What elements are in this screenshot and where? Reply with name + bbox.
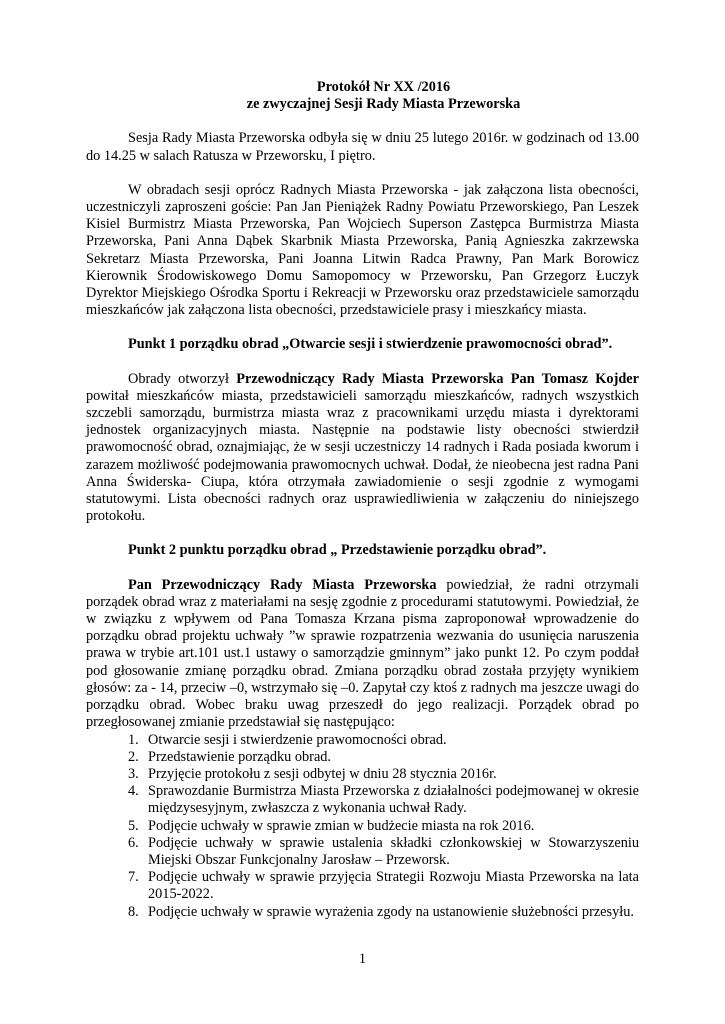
list-item-text: Podjęcie uchwały w sprawie przyjęcia Strategii Rozwoju Miasta Przeworska na lata 2015-2022. xyxy=(148,869,639,903)
document-title: Protokół Nr XX /2016 xyxy=(316,79,451,95)
document-subtitle: ze zwyczajnej Sesji Rady Miasta Przeworska xyxy=(246,96,521,113)
list-item-number: 4. xyxy=(128,783,139,800)
paragraph-session-info: Sesja Rady Miasta Przeworska odbyła się w dniu 25 lutego 2016r. w godzinach od 13.00 do 14.25 w salach Ratusza w Przeworsku, I piętro. xyxy=(86,130,639,164)
document-body xyxy=(86,79,639,921)
list-item-text: Podjęcie uchwały w sprawie wyrażenia zgody na ustanowienie służebności przesyłu. xyxy=(148,903,634,920)
list-item xyxy=(128,818,639,835)
list-item xyxy=(128,904,639,921)
paragraph-attendees: W obradach sesji oprócz Radnych Miasta Przeworska - jak załączona lista obecności, uczestniczyli zaproszeni goście: Pan Jan Pieniążek Radny Powiatu Przeworskiego, Pan Leszek Kisiel Burmistrz Miasta Przeworska, Pan Wojciech Superson Zastępca Burmistrza Miasta Przeworska, Pani Anna Dąbek Skarbnik Miasta Przeworska, Panią Agnieszka zakrzewska Sekretarz Miasta Przeworska, Pani Joanna Litwin Radca Prawny, Pan Mark Borowicz Kierownik Środowiskowego Domu Samopomocy w Przeworsku, Pan Grzegorz Łuczyk Dyrektor Miejskiego Ośrodka Sportu i Rekreacji w Przeworsku oraz przedstawiciele samorządu mieszkańców jak załączona lista obecności, przedstawiciele prasy i mieszkańcy miasta. xyxy=(86,181,639,319)
list-item-text: Przyjęcie protokołu z sesji odbytej w dniu 28 stycznia 2016r. xyxy=(148,765,497,782)
list-item xyxy=(128,732,639,749)
paragraph-opening xyxy=(86,371,639,526)
list-item-number: 3. xyxy=(128,765,139,782)
list-item xyxy=(128,766,639,783)
opening-lead: Obrady otworzył xyxy=(128,370,237,387)
agenda-list xyxy=(86,732,639,921)
list-item-number: 5. xyxy=(128,817,139,834)
opening-chairman: Przewodniczący Rady Miasta Przeworska Pan Tomasz Kojder xyxy=(236,370,639,387)
list-item xyxy=(128,835,639,869)
list-item-text: Podjęcie uchwały w sprawie ustalenia składki członkowskiej w Stowarzyszeniu Miejski Obszar Funkcjonalny Jarosław – Przeworsk. xyxy=(148,834,639,868)
list-item-number: 1. xyxy=(128,731,139,748)
opening-rest: powitał mieszkańców miasta, przedstawicieli samorządu mieszkańców, radnych wszystkich szczebli samorządu, burmistrza miasta wraz z pracownikami urzędu miasta i dyrektorami jednostek organizacyjnych miasta. Następnie na podstawie listy obecności stwierdził prawomocność obrad, oznajmiając, że w sesji uczestniczy 14 radnych i Rada posiada kworum i zarazem możliwość podejmowania prawomocnych uchwał. Dodał, że nieobecna jest radna Pani Anna Świderska- Ciupa, która otrzymała zawiadomienie o sesji zgodnie z wymogami statutowymi. Lista obecności radnych oraz usprawiedliwienia w załączeniu do niniejszego protokołu. xyxy=(86,387,639,525)
list-item-text: Przedstawienie porządku obrad. xyxy=(148,748,332,765)
page-number: 1 xyxy=(358,951,367,967)
list-item-text: Podjęcie uchwały w sprawie zmian w budżecie miasta na rok 2016. xyxy=(148,817,535,834)
list-item-text: Otwarcie sesji i stwierdzenie prawomocności obrad. xyxy=(148,731,447,748)
agenda-intro-rest: powiedział, że radni otrzymali porządek obrad wraz z materiałami na sesję zgodnie z procedurami statutowymi. Powiedział, że w związku z wpływem od Pana Tomasza Krzana pisma zaproponował wprowadzenie do porządku obrad projektu uchwały ”w sprawie rozpatrzenia wezwania do usunięcia naruszenia prawa w trybie art.101 ust.1 ustawy o samorządzie gminnym” jako punkt 12. Po czym poddał pod głosowanie zmianę porządku obrad. Zmiana porządku obrad została przyjęty wynikiem głosów: za - 14, przeciw –0, wstrzymało się –0. Zapytał czy ktoś z radnych ma jeszcze uwagi do porządku obrad. Wobec braku uwag przeszedł do jego realizacji. Porządek obrad po przegłosowanej zmianie przedstawiał się następująco: xyxy=(86,576,640,731)
list-item-number: 8. xyxy=(128,903,139,920)
list-item xyxy=(128,783,639,817)
heading-point-1: Punkt 1 porządku obrad „Otwarcie sesji i stwierdzenie prawomocności obrad”. xyxy=(128,336,613,353)
list-item xyxy=(128,749,639,766)
heading-point-2: Punkt 2 punktu porządku obrad „ Przedstawienie porządku obrad”. xyxy=(128,542,547,559)
paragraph-agenda-intro xyxy=(86,577,639,732)
list-item-number: 7. xyxy=(128,869,139,886)
list-item-number: 2. xyxy=(128,748,139,765)
list-item-number: 6. xyxy=(128,834,139,851)
agenda-intro-chairman: Pan Przewodniczący Rady Miasta Przeworska xyxy=(128,576,437,593)
list-item xyxy=(128,869,639,903)
list-item-text: Sprawozdanie Burmistrza Miasta Przeworska z działalności podejmowanej w okresie międzysesyjnym, zwłaszcza z wykonania uchwał Rady. xyxy=(148,783,639,817)
